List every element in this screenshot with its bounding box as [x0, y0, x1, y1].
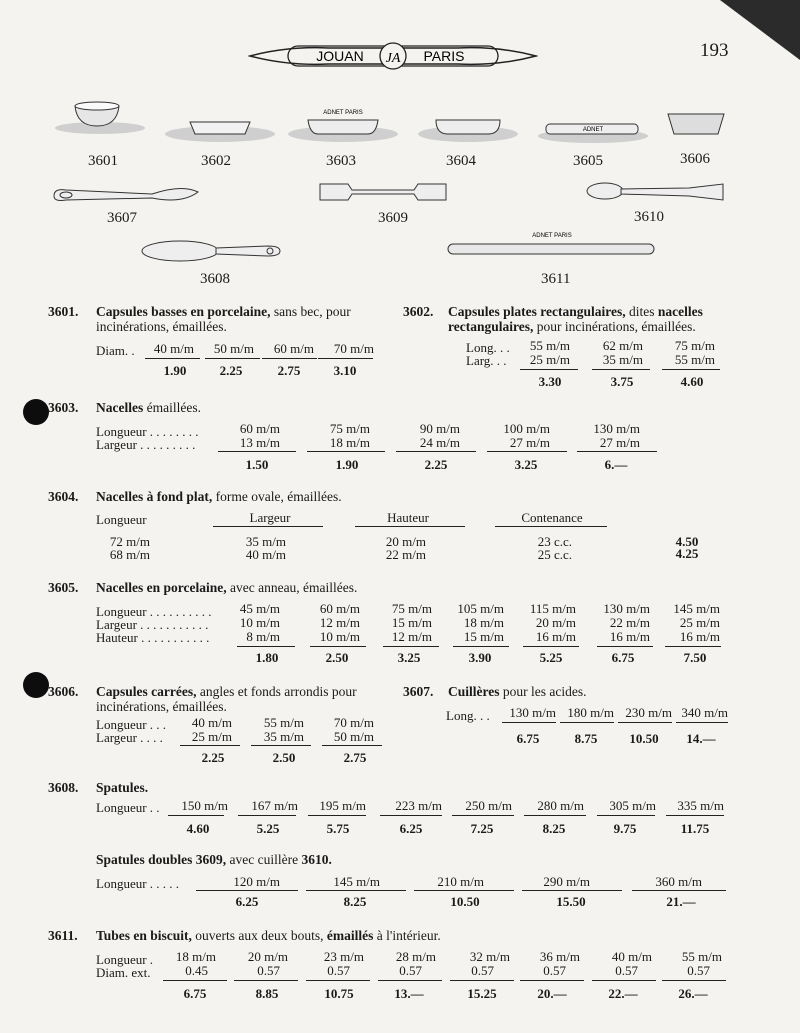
column-header: Hauteur: [387, 510, 429, 525]
figure-caption: 3603: [326, 153, 356, 169]
divider: [237, 646, 295, 647]
size-cell: 25 m/m: [679, 615, 720, 630]
size-cell: 50 m/m: [333, 729, 374, 744]
price-cell: 2.50: [325, 650, 349, 665]
item-number: 3608.: [48, 780, 79, 795]
size-cell: 60 m/m: [273, 341, 314, 356]
price-cell: 6.75: [516, 731, 540, 746]
divider: [520, 369, 578, 370]
size-cell: 130 m/m: [509, 705, 556, 720]
size-cell: 18 m/m: [329, 435, 370, 450]
divider: [452, 815, 514, 816]
divider: [597, 646, 653, 647]
size-cell: 16 m/m: [679, 629, 720, 644]
price-cell: 1.90: [335, 457, 359, 472]
size-cell: 15 m/m: [463, 629, 504, 644]
price-cell: 3.10: [333, 363, 357, 378]
price-cell: 6.25: [235, 894, 259, 909]
size-cell: 55 m/m: [681, 949, 722, 964]
size-cell: 18 m/m: [463, 615, 504, 630]
divider: [163, 980, 227, 981]
divider: [196, 890, 298, 891]
size-cell: 105 m/m: [457, 601, 504, 616]
item-number: 3607.: [403, 684, 434, 699]
price-cell: 7.50: [683, 650, 707, 665]
item-3606-description: Capsules carrées, angles et fonds arrondis pour incinérations, émaillées.: [96, 684, 357, 714]
price-cell: 8.25: [343, 894, 367, 909]
adnet-mark-3611: ADNET PARIS: [532, 233, 572, 239]
divider: [453, 646, 509, 647]
price-cell: 3.25: [397, 650, 421, 665]
size-cell: 75 m/m: [329, 421, 370, 436]
size-cell: 145 m/m: [673, 601, 720, 616]
divider: [487, 451, 567, 452]
price-cell: 6.—: [604, 457, 628, 472]
size-cell: 55 m/m: [674, 352, 715, 367]
divider: [523, 646, 579, 647]
divider: [213, 526, 323, 527]
row-label: Largeur . . . . . . . . .: [96, 437, 196, 452]
divider: [524, 815, 586, 816]
size-cell: 22 m/m: [609, 615, 650, 630]
size-cell: 0.57: [327, 963, 350, 978]
size-cell: 70 m/m: [333, 341, 374, 356]
price-cell: 7.25: [470, 821, 494, 836]
size-cell: 16 m/m: [609, 629, 650, 644]
table-cell: 72 m/m: [109, 534, 150, 549]
binder-hole: [23, 672, 49, 698]
item-number: 3601.: [48, 304, 79, 319]
item-number: 3611.: [48, 928, 78, 943]
price-cell: 2.50: [272, 750, 296, 765]
price-cell: 13.—: [394, 986, 424, 1001]
price-cell: 4.25: [675, 546, 699, 561]
spatula-3609-image: [318, 180, 450, 204]
price-cell: 10.50: [629, 731, 659, 746]
size-cell: 0.57: [687, 963, 710, 978]
row-label: Longueur . .: [96, 800, 160, 815]
figure-caption: 3605: [573, 153, 603, 169]
divider: [520, 980, 584, 981]
divider: [251, 745, 311, 746]
size-cell: 360 m/m: [655, 874, 702, 889]
size-cell: 27 m/m: [509, 435, 550, 450]
adnet-mark-3603: ADNET PARIS: [323, 110, 363, 116]
divider: [414, 890, 514, 891]
divider: [380, 815, 442, 816]
figure-caption: 3601: [88, 153, 118, 169]
divider: [238, 815, 296, 816]
row-label: Long. . .: [446, 708, 490, 723]
price-cell: 5.25: [539, 650, 563, 665]
price-cell: 15.50: [556, 894, 586, 909]
divider: [168, 815, 224, 816]
size-cell: 70 m/m: [333, 715, 374, 730]
size-cell: 18 m/m: [175, 949, 216, 964]
price-cell: 4.50: [675, 534, 699, 549]
figure-caption: 3610: [634, 209, 664, 225]
price-cell: 5.25: [256, 821, 280, 836]
price-cell: 1.90: [163, 363, 187, 378]
size-cell: 0.57: [399, 963, 422, 978]
size-cell: 8 m/m: [246, 629, 280, 644]
divider: [665, 646, 721, 647]
size-cell: 16 m/m: [535, 629, 576, 644]
divider: [306, 890, 406, 891]
size-cell: 60 m/m: [319, 601, 360, 616]
divider: [378, 980, 442, 981]
price-cell: 26.—: [678, 986, 708, 1001]
size-cell: 55 m/m: [263, 715, 304, 730]
divider: [396, 451, 476, 452]
row-label: Longueur . . . . .: [96, 876, 180, 891]
row-label: Longueur . . . . . . . . . .: [96, 604, 212, 619]
divider: [307, 451, 385, 452]
divider: [676, 722, 728, 723]
price-cell: 20.—: [537, 986, 567, 1001]
table-cell: 40 m/m: [245, 547, 286, 562]
price-cell: 3.25: [514, 457, 538, 472]
price-cell: 3.75: [610, 374, 634, 389]
table-cell: 23 c.c.: [537, 534, 572, 549]
price-cell: 2.25: [424, 457, 448, 472]
size-cell: 195 m/m: [319, 798, 366, 813]
nacelle-3605-image: [538, 118, 648, 148]
figure-caption: 3606: [680, 151, 710, 167]
size-cell: 130 m/m: [603, 601, 650, 616]
price-cell: 21.—: [666, 894, 696, 909]
price-cell: 2.75: [343, 750, 367, 765]
divider: [308, 815, 366, 816]
figure-caption: 3611: [541, 271, 571, 287]
size-cell: 12 m/m: [391, 629, 432, 644]
divider: [597, 815, 655, 816]
size-cell: 25 m/m: [529, 352, 570, 367]
size-cell: 60 m/m: [239, 421, 280, 436]
size-cell: 0.57: [615, 963, 638, 978]
size-cell: 305 m/m: [609, 798, 656, 813]
size-cell: 210 m/m: [437, 874, 484, 889]
size-cell: 280 m/m: [537, 798, 584, 813]
divider: [318, 358, 373, 359]
size-cell: 75 m/m: [391, 601, 432, 616]
divider: [495, 526, 607, 527]
price-cell: 8.75: [574, 731, 598, 746]
size-cell: 130 m/m: [593, 421, 640, 436]
price-cell: 9.75: [613, 821, 637, 836]
row-label: Larg. . .: [466, 353, 507, 368]
size-cell: 100 m/m: [503, 421, 550, 436]
table-cell: 68 m/m: [109, 547, 150, 562]
size-cell: 20 m/m: [247, 949, 288, 964]
price-cell: 5.75: [326, 821, 350, 836]
size-cell: 35 m/m: [263, 729, 304, 744]
price-cell: 6.75: [183, 986, 207, 1001]
jouan-paris-logo: [248, 38, 538, 74]
price-cell: 4.60: [680, 374, 704, 389]
figure-caption: 3604: [446, 153, 476, 169]
size-cell: 230 m/m: [625, 705, 672, 720]
size-cell: 36 m/m: [539, 949, 580, 964]
nacelle-3603-image: [288, 106, 398, 146]
divider: [592, 369, 650, 370]
row-label: Hauteur . . . . . . . . . . .: [96, 630, 210, 645]
item-3607-description: Cuillères pour les acides.: [448, 684, 587, 699]
item-3603-description: Nacelles émaillées.: [96, 400, 201, 415]
divider: [322, 745, 382, 746]
size-cell: 20 m/m: [535, 615, 576, 630]
size-cell: 223 m/m: [395, 798, 442, 813]
size-cell: 40 m/m: [191, 715, 232, 730]
size-cell: 0.57: [471, 963, 494, 978]
size-cell: 167 m/m: [251, 798, 298, 813]
logo-right-text: PARIS: [423, 48, 465, 64]
divider: [355, 526, 465, 527]
spoon-3607-image: [52, 182, 202, 208]
item-number: 3605.: [48, 580, 79, 595]
divider: [234, 980, 298, 981]
size-cell: 13 m/m: [239, 435, 280, 450]
divider: [618, 722, 672, 723]
divider: [502, 722, 556, 723]
divider: [666, 815, 724, 816]
price-cell: 15.25: [467, 986, 497, 1001]
price-cell: 11.75: [680, 821, 710, 836]
binder-hole: [23, 399, 49, 425]
table-cell: 25 c.c.: [537, 547, 572, 562]
capsule-3602-image: [165, 112, 275, 152]
row-label: Diam. .: [96, 343, 135, 358]
column-header: Contenance: [521, 510, 583, 525]
row-label: Longueur . . .: [96, 717, 167, 732]
size-cell: 55 m/m: [529, 338, 570, 353]
figure-caption: 3607: [107, 210, 137, 226]
size-cell: 75 m/m: [674, 338, 715, 353]
divider: [145, 358, 200, 359]
divider: [218, 451, 296, 452]
column-header: Largeur: [249, 510, 291, 525]
price-cell: 2.75: [277, 363, 301, 378]
price-cell: 14.—: [686, 731, 716, 746]
logo-monogram: JA: [385, 51, 401, 66]
adnet-mark-3605: ADNET: [582, 127, 604, 133]
size-cell: 32 m/m: [469, 949, 510, 964]
item-number: 3604.: [48, 489, 79, 504]
row-label: Largeur . . . .: [96, 730, 163, 745]
size-cell: 23 m/m: [323, 949, 364, 964]
price-cell: 3.90: [468, 650, 492, 665]
price-cell: 8.85: [255, 986, 279, 1001]
price-cell: 4.60: [186, 821, 210, 836]
tube-3611-image: [446, 230, 658, 260]
table-cell: 22 m/m: [385, 547, 426, 562]
logo-left-text: JOUAN: [316, 48, 364, 64]
figure-caption: 3602: [201, 153, 231, 169]
spoon-3610-image: [585, 180, 727, 204]
size-cell: 290 m/m: [543, 874, 590, 889]
figure-caption: 3609: [378, 210, 408, 226]
size-cell: 24 m/m: [419, 435, 460, 450]
price-cell: 22.—: [608, 986, 638, 1001]
item-3605-description: Nacelles en porcelaine, avec anneau, émaillées.: [96, 580, 358, 595]
item-number: 3602.: [403, 304, 434, 319]
size-cell: 10 m/m: [319, 629, 360, 644]
row-label: Long. . .: [466, 340, 510, 355]
price-cell: 2.25: [201, 750, 225, 765]
row-label: Longueur .: [96, 952, 154, 967]
size-cell: 180 m/m: [567, 705, 614, 720]
price-cell: 1.50: [245, 457, 269, 472]
size-cell: 250 m/m: [465, 798, 512, 813]
size-cell: 340 m/m: [681, 705, 728, 720]
size-cell: 35 m/m: [602, 352, 643, 367]
price-cell: 8.25: [542, 821, 566, 836]
price-cell: 3.30: [538, 374, 562, 389]
divider: [306, 980, 370, 981]
row-label: Longueur . . . . . . . .: [96, 424, 199, 439]
price-cell: 10.50: [450, 894, 480, 909]
size-cell: 40 m/m: [153, 341, 194, 356]
size-cell: 150 m/m: [181, 798, 228, 813]
item-number: 3603.: [48, 400, 79, 415]
column-header: Longueur: [96, 512, 147, 527]
item-number: 3606.: [48, 684, 79, 699]
item-3601-description: Capsules basses en porcelaine, sans bec, pour incinérations, émaillées.: [96, 304, 351, 334]
divider: [450, 980, 514, 981]
size-cell: 25 m/m: [191, 729, 232, 744]
divider: [180, 745, 240, 746]
size-cell: 10 m/m: [239, 615, 280, 630]
size-cell: 120 m/m: [233, 874, 280, 889]
table-cell: 35 m/m: [245, 534, 286, 549]
divider: [662, 369, 720, 370]
item-3609-description: Spatules doubles 3609, avec cuillère 3610.: [96, 852, 332, 867]
table-cell: 20 m/m: [385, 534, 426, 549]
price-cell: 1.80: [255, 650, 279, 665]
row-label: Largeur . . . . . . . . . . .: [96, 617, 209, 632]
size-cell: 115 m/m: [529, 601, 576, 616]
divider: [632, 890, 726, 891]
divider: [310, 646, 366, 647]
size-cell: 90 m/m: [419, 421, 460, 436]
divider: [592, 980, 656, 981]
size-cell: 0.45: [185, 963, 208, 978]
divider: [577, 451, 657, 452]
divider: [383, 646, 439, 647]
item-3602-description: Capsules plates rectangulaires, dites nacelles rectangulaires, pour incinérations, émaillées.: [448, 304, 703, 334]
size-cell: 50 m/m: [213, 341, 254, 356]
row-label: Diam. ext.: [96, 965, 151, 980]
size-cell: 15 m/m: [391, 615, 432, 630]
price-cell: 2.25: [219, 363, 243, 378]
size-cell: 12 m/m: [319, 615, 360, 630]
size-cell: 28 m/m: [395, 949, 436, 964]
item-3611-description: Tubes en biscuit, ouverts aux deux bouts, émaillés à l'intérieur.: [96, 928, 441, 943]
size-cell: 0.57: [543, 963, 566, 978]
size-cell: 145 m/m: [333, 874, 380, 889]
spatula-3608-image: [140, 236, 282, 266]
item-3608-description: Spatules.: [96, 780, 149, 795]
price-cell: 6.25: [399, 821, 423, 836]
size-cell: 335 m/m: [677, 798, 724, 813]
divider: [522, 890, 622, 891]
divider: [662, 980, 726, 981]
divider: [205, 358, 260, 359]
price-cell: 10.75: [324, 986, 354, 1001]
capsule-3601-image: [55, 98, 155, 148]
divider: [262, 358, 317, 359]
size-cell: 0.57: [257, 963, 280, 978]
nacelle-3604-image: [418, 112, 518, 148]
price-cell: 6.75: [611, 650, 635, 665]
page-corner: [720, 0, 800, 60]
size-cell: 27 m/m: [599, 435, 640, 450]
divider: [560, 722, 614, 723]
figure-caption: 3608: [200, 271, 230, 287]
item-3604-description: Nacelles à fond plat, forme ovale, émaillées.: [96, 489, 342, 504]
size-cell: 62 m/m: [602, 338, 643, 353]
size-cell: 45 m/m: [239, 601, 280, 616]
size-cell: 40 m/m: [611, 949, 652, 964]
capsule-3606-image: [662, 108, 732, 144]
page-number: 193: [700, 40, 729, 61]
